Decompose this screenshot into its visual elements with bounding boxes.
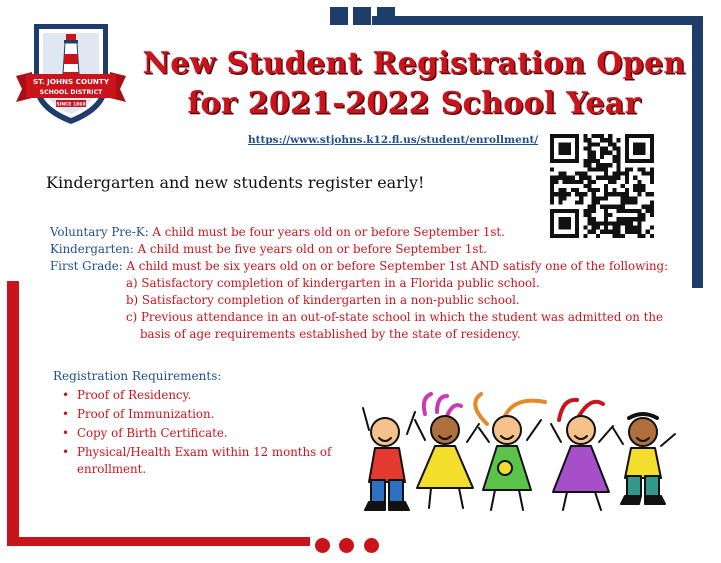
- kindergarten-rule: [50, 241, 690, 258]
- list-item: • Physical/Health Exam within 12 months of enrollment.: [62, 444, 352, 478]
- frame-right-bar: [692, 16, 703, 288]
- requirements-list: [62, 387, 352, 480]
- frame-dot-1: [315, 538, 330, 553]
- vpk-rule: [50, 224, 690, 241]
- frame-square-3: [377, 7, 395, 25]
- frame-dot-3: [364, 538, 379, 553]
- enrollment-link[interactable]: https://www.stjohns.k12.fl.us/student/enrollment/: [248, 134, 539, 146]
- frame-dot-2: [339, 538, 354, 553]
- vpk-label: Voluntary Pre-K:: [50, 225, 149, 239]
- first-grade-options: [50, 275, 690, 343]
- logo-bottom-text: SCHOOL DISTRICT: [39, 89, 103, 96]
- title-line-1: New Student Registration Open: [142, 46, 686, 81]
- option-b: b) Satisfactory completion of kindergarten in a non-public school.: [126, 293, 520, 307]
- option-c: c) Previous attendance in an out-of-state school in which the student was admitted on the: [126, 310, 663, 324]
- kid-3-figure: [475, 394, 545, 510]
- district-logo: [12, 14, 130, 128]
- list-item: • Proof of Residency.: [62, 387, 352, 404]
- first-grade-text: A child must be six years old on or before September 1st AND satisfy one of the following:: [122, 259, 669, 273]
- frame-bottom-bar: [7, 537, 310, 546]
- frame-left-bar: [7, 281, 19, 545]
- frame-square-1: [330, 7, 348, 25]
- requirements-heading: Registration Requirements:: [53, 369, 222, 383]
- option-c-continued: basis of age requirements established by the state of residency.: [140, 327, 521, 341]
- kid-2-figure: [415, 394, 479, 508]
- first-grade-rule: [50, 258, 690, 275]
- dancing-kids-illustration: [355, 390, 695, 520]
- kid-4-figure: [551, 400, 613, 510]
- kid-5-figure: [613, 414, 675, 504]
- list-item: • Proof of Immunization.: [62, 406, 352, 423]
- frame-square-2: [353, 7, 371, 25]
- kindergarten-label: Kindergarten:: [50, 242, 134, 256]
- vpk-text: A child must be four years old on or before September 1st.: [148, 225, 505, 239]
- list-item: • Copy of Birth Certificate.: [62, 425, 352, 442]
- qr-code: [550, 134, 654, 238]
- kindergarten-text: A child must be five years old on or before September 1st.: [133, 242, 487, 256]
- logo-since-text: SINCE 1869: [56, 102, 86, 108]
- logo-top-text: ST. JOHNS COUNTY: [32, 77, 110, 86]
- page-title: [136, 44, 692, 124]
- option-a: a) Satisfactory completion of kindergarten in a Florida public school.: [126, 276, 540, 290]
- title-line-2: for 2021-2022 School Year: [187, 86, 641, 121]
- first-grade-label: First Grade:: [50, 259, 123, 273]
- eligibility-section: [50, 224, 690, 343]
- kid-1-figure: [363, 408, 415, 510]
- frame-top-bar: [372, 16, 703, 25]
- subtitle: Kindergarten and new students register early!: [46, 173, 425, 192]
